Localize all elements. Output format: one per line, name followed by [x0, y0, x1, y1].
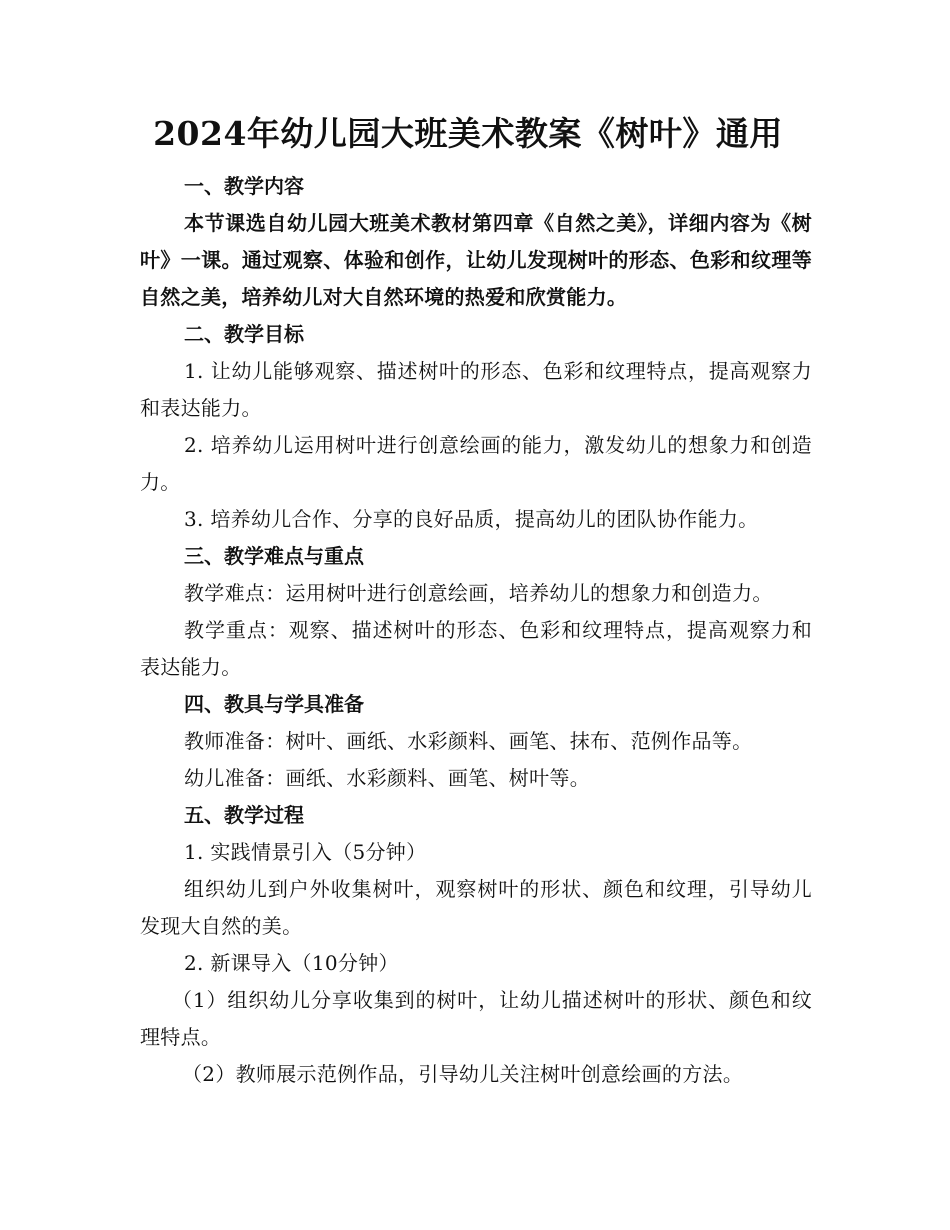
process-step-1-body: 组织幼儿到户外收集树叶，观察树叶的形状、颜色和纹理，引导幼儿发现大自然的美。 [140, 877, 812, 938]
child-materials: 幼儿准备：画纸、水彩颜料、画笔、树叶等。 [184, 766, 590, 790]
teaching-goal-1: 1. 让幼儿能够观察、描述树叶的形态、色彩和纹理特点，提高观察力和表达能力。 [140, 359, 812, 420]
teacher-materials: 教师准备：树叶、画纸、水彩颜料、画笔、抹布、范例作品等。 [184, 729, 753, 753]
section-heading-difficulties: 三、教学难点与重点 [184, 544, 364, 568]
process-step-2-title: 2. 新课导入（10分钟） [184, 951, 399, 975]
section-heading-teaching-goals: 二、教学目标 [184, 322, 304, 346]
document-page [140, 110, 812, 1093]
section-heading-materials: 四、教具与学具准备 [184, 692, 364, 716]
teaching-difficulty: 教学难点：运用树叶进行创意绘画，培养幼儿的想象力和创造力。 [184, 581, 773, 605]
process-step-1-title: 1. 实践情景引入（5分钟） [184, 840, 427, 864]
process-step-2-item-1: （1）组织幼儿分享收集到的树叶，让幼儿描述树叶的形状、颜色和纹理特点。 [140, 988, 812, 1049]
document-title: 2024年幼儿园大班美术教案《树叶》通用 [153, 114, 783, 153]
process-step-2-item-2: （2）教师展示范例作品，引导幼儿关注树叶创意绘画的方法。 [182, 1062, 744, 1086]
teaching-key-point: 教学重点：观察、描述树叶的形态、色彩和纹理特点，提高观察力和表达能力。 [140, 618, 812, 679]
section-heading-teaching-content: 一、教学内容 [184, 174, 304, 198]
teaching-goal-3: 3. 培养幼儿合作、分享的良好品质，提高幼儿的团队协作能力。 [184, 507, 759, 531]
teaching-content-paragraph: 本节课选自幼儿园大班美术教材第四章《自然之美》，详细内容为《树叶》一课。通过观察、体验和创作，让幼儿发现树叶的形态、色彩和纹理等自然之美，培养幼儿对大自然环境的热爱和欣赏能力。 [140, 211, 812, 309]
section-heading-process: 五、教学过程 [184, 803, 304, 827]
teaching-goal-2: 2. 培养幼儿运用树叶进行创意绘画的能力，激发幼儿的想象力和创造力。 [140, 433, 812, 494]
